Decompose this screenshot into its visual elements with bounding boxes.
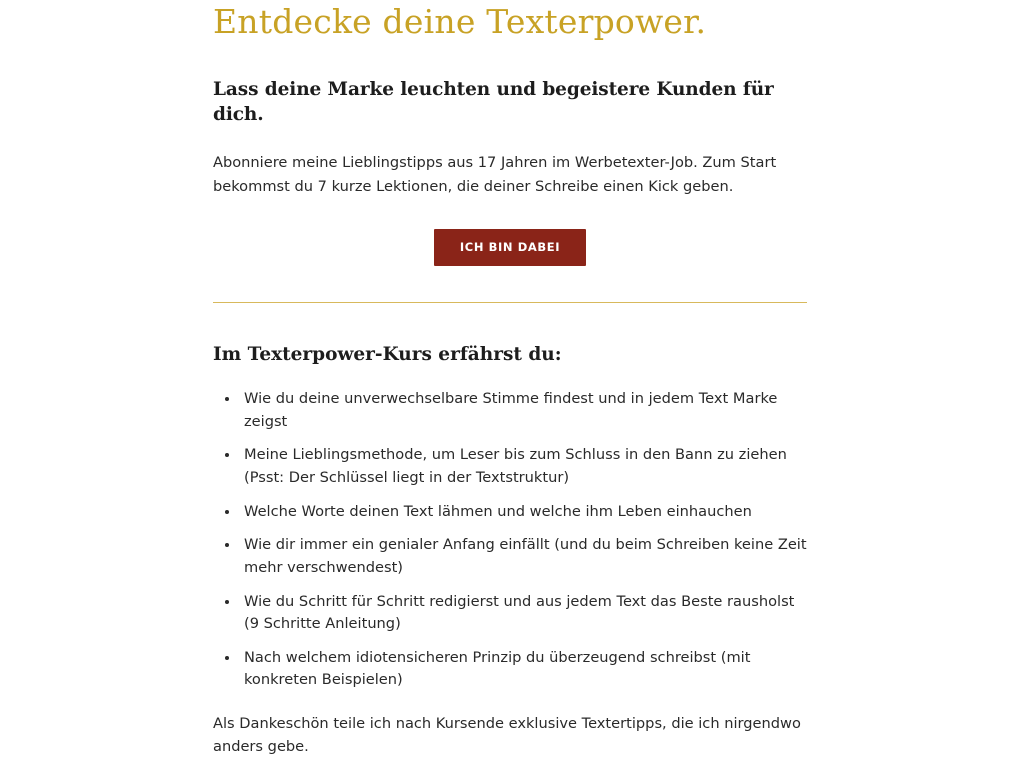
page-subheadline: Lass deine Marke leuchten und begeistere Kunden für dich. (213, 78, 774, 125)
cta-container (213, 199, 807, 267)
course-section-title: Im Texterpower-Kurs erfährst du: (213, 344, 562, 366)
closing-paragraph: Als Dankeschön teile ich nach Kursende exklusive Textertipps, die ich nirgendwo anders gebe. (213, 714, 801, 756)
benefits-list (213, 367, 807, 692)
content-column (213, 0, 807, 759)
list-item: • Wie du deine unverwechselbare Stimme findest und in jedem Text Marke zeigst (240, 388, 807, 433)
list-item: • Wie du Schritt für Schritt redigierst und aus jedem Text das Beste rausholst (9 Schritte Anleitung) (240, 591, 807, 636)
intro-paragraph: Abonniere meine Lieblingstipps aus 17 Jahren im Werbetexter-Job. Zum Start bekommst du 7 kurze Lektionen, die deiner Schreibe einen Kick geben. (213, 153, 777, 195)
list-item: • Wie dir immer ein genialer Anfang einfällt (und du beim Schreiben keine Zeit mehr verschwendest) (240, 534, 807, 579)
section-divider (213, 302, 807, 303)
page-headline: Entdecke deine Texterpower. (213, 2, 707, 41)
list-item: • Welche Worte deinen Text lähmen und welche ihm Leben einhauchen (240, 501, 807, 524)
list-item: • Nach welchem idiotensicheren Prinzip du überzeugend schreibst (mit konkreten Beispielen) (240, 647, 807, 692)
signup-cta-button[interactable]: ICH BIN DABEI (434, 229, 586, 267)
list-item: • Meine Lieblingsmethode, um Leser bis zum Schluss in den Bann zu ziehen (Psst: Der Schlüssel liegt in der Textstruktur) (240, 444, 807, 489)
